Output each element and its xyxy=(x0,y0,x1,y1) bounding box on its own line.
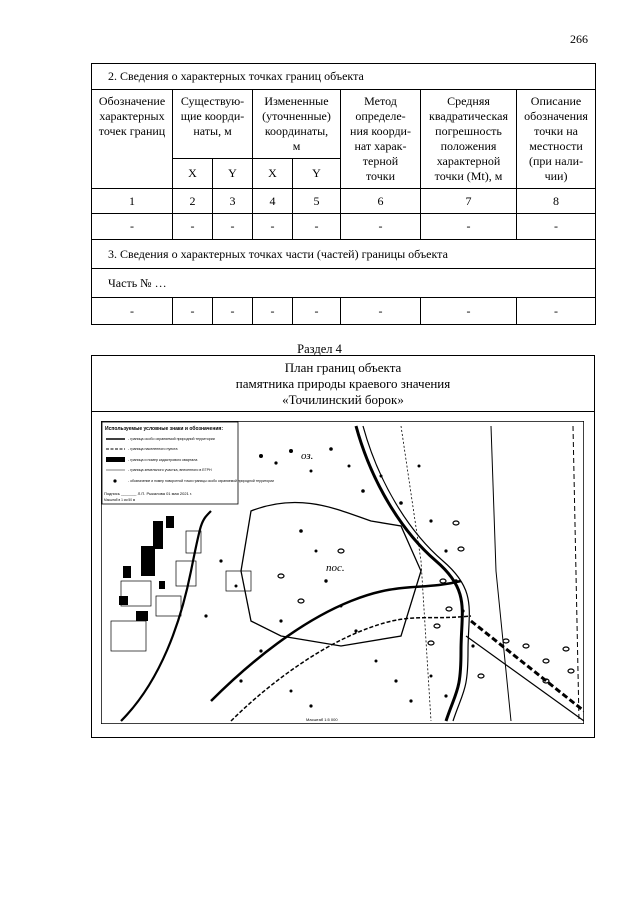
table-cell: - xyxy=(421,214,517,240)
header-description: Описание обозначения точки на местности (при нали- чии) xyxy=(517,90,596,189)
legend-note: Масштаб в 1 см 50 м xyxy=(104,498,136,502)
table-cell: - xyxy=(213,214,253,240)
map-scale: Масштаб 1:5 000 xyxy=(306,717,338,722)
table-cell: - xyxy=(253,214,293,240)
col-number: 5 xyxy=(293,189,341,214)
table-cell: - xyxy=(213,298,253,325)
col-number: 8 xyxy=(517,189,596,214)
legend-symbol xyxy=(113,479,116,482)
plan-title-line: План границ объекта xyxy=(284,360,402,375)
table-cell: - xyxy=(517,298,596,325)
header-y-existing: Y xyxy=(213,159,253,189)
legend-item: - обозначение и номер поворотной точки границы особо охраняемой природной территории xyxy=(128,479,274,483)
section3-heading: 3. Сведения о характерных точках части (частей) границы объекта xyxy=(92,240,596,269)
col-number: 3 xyxy=(213,189,253,214)
table-cell: - xyxy=(341,214,421,240)
table-cell: - xyxy=(293,298,341,325)
legend-item: - граница особо охраняемой природной территории xyxy=(128,437,215,441)
map-label-settlement: пос. xyxy=(326,562,345,574)
table-cell: - xyxy=(293,214,341,240)
plan-title xyxy=(92,356,594,412)
section2-heading: 2. Сведения о характерных точках границ объекта xyxy=(92,64,596,90)
legend-symbol xyxy=(106,457,125,462)
header-x-existing: X xyxy=(173,159,213,189)
col-number: 2 xyxy=(173,189,213,214)
legend-item: - граница земельного участка, внесенного в ЕГРН xyxy=(128,468,212,472)
table-cell: - xyxy=(253,298,293,325)
map-label-lake: оз. xyxy=(301,450,314,462)
table-cell: - xyxy=(173,214,213,240)
header-changed-coordinates: Измененные (уточненные) координаты, м xyxy=(253,90,341,159)
column-numbers-row xyxy=(92,189,596,214)
legend-item: - граница населенного пункта xyxy=(128,447,178,451)
plan-frame xyxy=(91,355,595,738)
col-number: 7 xyxy=(421,189,517,214)
table-cell: - xyxy=(341,298,421,325)
col-number: 4 xyxy=(253,189,293,214)
table-cell: - xyxy=(421,298,517,325)
table-cell: - xyxy=(92,298,173,325)
part-number-label: Часть № … xyxy=(92,269,596,298)
section-title: Раздел 4 xyxy=(297,342,342,356)
col-number: 6 xyxy=(341,189,421,214)
header-existing-coordinates: Существую- щие коорди- наты, м xyxy=(173,90,253,159)
plan-title-line: памятника природы краевого значения xyxy=(235,376,451,391)
table-cell: - xyxy=(92,214,173,240)
boundary-map xyxy=(101,421,584,724)
legend-item: - граница и номер кадастрового квартала xyxy=(128,458,198,462)
table-cell: - xyxy=(173,298,213,325)
plan-title-line: «Точилинский борок» xyxy=(282,392,404,407)
header-designation: Обозначение характерных точек границ xyxy=(92,90,173,189)
header-x-changed: X xyxy=(253,159,293,189)
table-row xyxy=(92,214,596,240)
header-method: Метод определе- ния коорди- нат харак- терной точки xyxy=(341,90,421,189)
table-row xyxy=(92,298,596,325)
table-cell: - xyxy=(517,214,596,240)
boundary-points-table xyxy=(91,63,596,325)
legend-title: Используемые условные знаки и обозначения: xyxy=(105,426,224,432)
legend-signature: Подпись _______ Л.П. Рыкалова 01 мая 2021 г. xyxy=(104,491,192,496)
header-accuracy: Средняя квадратическая погрешность положения характерной точки (Mt), м xyxy=(421,90,517,189)
page-number: 266 xyxy=(570,32,588,46)
header-y-changed: Y xyxy=(293,159,341,189)
col-number: 1 xyxy=(92,189,173,214)
